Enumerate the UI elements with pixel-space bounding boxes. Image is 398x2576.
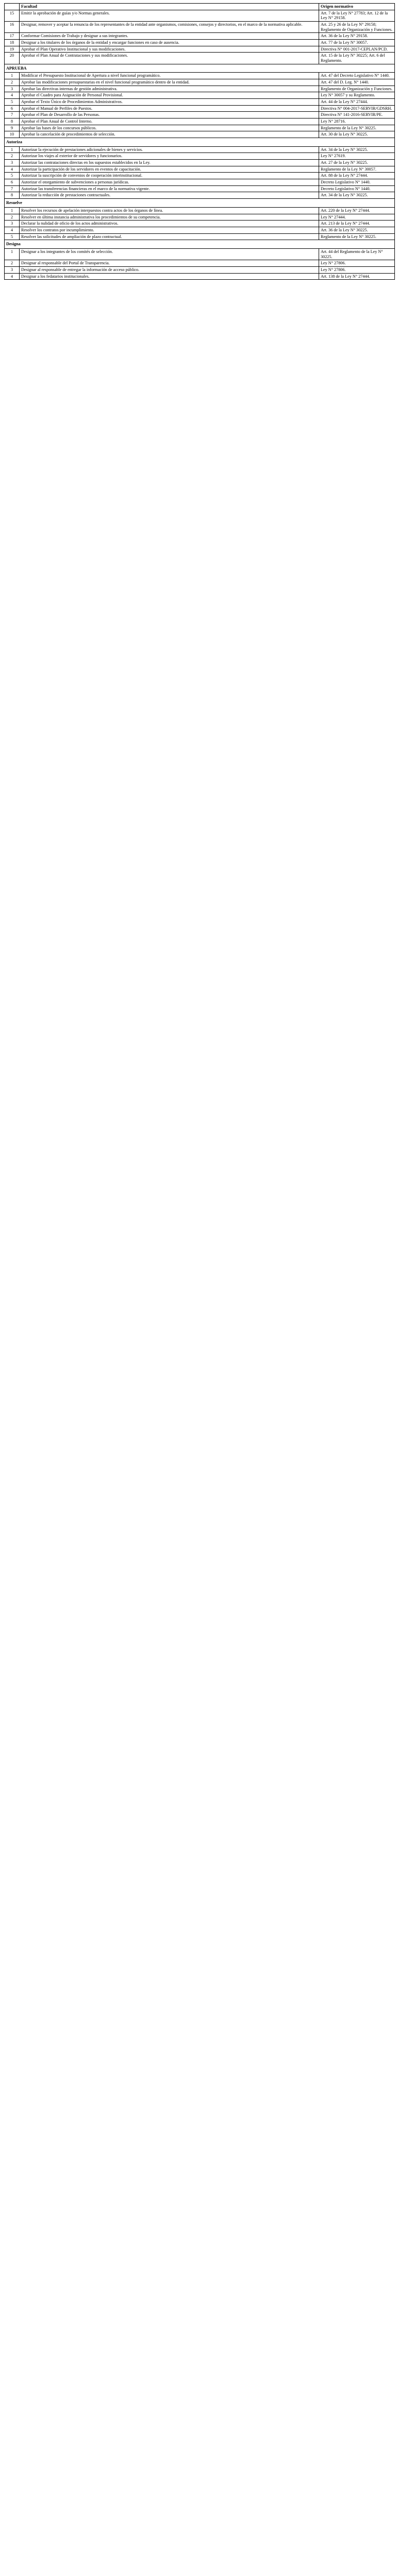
table-row	[5, 105, 395, 112]
header-number	[5, 4, 20, 10]
row-faculty: Autorizar la ejecución de prestaciones adicionales de bienes y servicios.	[20, 146, 319, 153]
row-faculty: Aprobar el Plan Anual de Contrataciones y sus modificaciones.	[20, 53, 319, 64]
row-norm: Decreto Legislativo N° 1440.	[319, 179, 395, 186]
row-number: 16	[5, 22, 20, 33]
row-faculty: Aprobar la cancelación de procedimientos de selección.	[20, 131, 319, 138]
row-number: 17	[5, 33, 20, 40]
section-row	[5, 240, 395, 249]
table-row	[5, 73, 395, 79]
table-row	[5, 125, 395, 131]
table-row	[5, 33, 395, 40]
row-faculty: Declarar la nulidad de oficio de los actos administrativos.	[20, 221, 319, 227]
row-norm: Art. 77 de la Ley N° 30057.	[319, 40, 395, 46]
header-norm: Origen normativo	[319, 4, 395, 10]
row-norm: Reglamento de la Ley N° 30225.	[319, 125, 395, 131]
row-number: 5	[5, 233, 20, 240]
row-norm: Art. 7 de la Ley N° 27783; Art. 12 de la Ley N° 29158.	[319, 10, 395, 21]
row-norm: Art. 213 de la Ley N° 27444.	[319, 221, 395, 227]
row-norm: Reglamento de Organización y Funciones.	[319, 86, 395, 92]
row-faculty: Resolver las solicitudes de ampliación de plazo contractual.	[20, 233, 319, 240]
row-number: 7	[5, 112, 20, 118]
row-faculty: Aprobar el Plan Anual de Control Interno.	[20, 118, 319, 125]
row-number: 2	[5, 214, 20, 221]
row-faculty: Designar al responsable del Portal de Transparencia.	[20, 260, 319, 267]
faculties-table	[4, 3, 395, 280]
row-number: 4	[5, 92, 20, 99]
row-number: 19	[5, 46, 20, 53]
table-row	[5, 214, 395, 221]
row-number: 8	[5, 192, 20, 199]
row-number: 1	[5, 207, 20, 214]
table-row	[5, 131, 395, 138]
table-row	[5, 40, 395, 46]
section-title: Resuelve	[5, 199, 395, 208]
row-norm: Art. 47 del Decreto Legislativo N° 1440.	[319, 73, 395, 79]
table-row	[5, 233, 395, 240]
row-norm: Art. 88 de la Ley N° 27444.	[319, 173, 395, 179]
row-norm: Art. 30 de la Ley N° 30225.	[319, 131, 395, 138]
row-number: 1	[5, 73, 20, 79]
row-number: 5	[5, 173, 20, 179]
row-norm: Art. 36 de la Ley N° 30225.	[319, 227, 395, 233]
row-faculty: Autorizar las contrataciones directas en los supuestos establecidos en la Ley.	[20, 160, 319, 166]
section-title: Designa	[5, 240, 395, 249]
row-number: 1	[5, 146, 20, 153]
row-norm: Directiva N° 004-2017-SERVIR/GDSRH.	[319, 105, 395, 112]
row-faculty: Aprobar el Texto Único de Procedimientos Administrativos.	[20, 99, 319, 106]
row-norm: Reglamento de la Ley N° 30225.	[319, 233, 395, 240]
table-row	[5, 112, 395, 118]
row-number: 2	[5, 79, 20, 86]
row-faculty: Conformar Comisiones de Trabajo y designar a sus integrantes.	[20, 33, 319, 40]
row-number: 9	[5, 125, 20, 131]
row-norm: Ley N° 30057 y su Reglamento.	[319, 92, 395, 99]
row-norm: Art. 15 de la Ley N° 30225; Art. 6 del Reglamento.	[319, 53, 395, 64]
row-number: 3	[5, 266, 20, 273]
row-number: 2	[5, 153, 20, 160]
row-norm: Ley N° 28716.	[319, 118, 395, 125]
row-faculty: Modificar el Presupuesto Institucional de Apertura a nivel funcional programático.	[20, 73, 319, 79]
table-row	[5, 92, 395, 99]
row-norm: Art. 47 del D. Leg. N° 1440.	[319, 79, 395, 86]
table-row	[5, 146, 395, 153]
row-number: 1	[5, 248, 20, 260]
row-norm: Art. 36 de la Ley N° 29158.	[319, 33, 395, 40]
table-row	[5, 153, 395, 160]
section-title: APRUEBA	[5, 64, 395, 73]
table-row	[5, 160, 395, 166]
row-faculty: Autorizar las transferencias financieras en el marco de la normativa vigente.	[20, 185, 319, 192]
row-number: 6	[5, 179, 20, 186]
table-row	[5, 207, 395, 214]
row-number: 2	[5, 260, 20, 267]
row-number: 4	[5, 227, 20, 233]
section-row	[5, 199, 395, 208]
row-norm: Ley N° 27806.	[319, 266, 395, 273]
row-faculty: Designar al responsable de entregar la información de acceso público.	[20, 266, 319, 273]
table-row	[5, 53, 395, 64]
row-norm: Art. 34 de la Ley N° 30225.	[319, 192, 395, 199]
row-norm: Art. 220 de la Ley N° 27444.	[319, 207, 395, 214]
section-row	[5, 64, 395, 73]
row-norm: Directiva N° 141-2016-SERVIR/PE.	[319, 112, 395, 118]
header-faculty: Facultad	[20, 4, 319, 10]
row-faculty: Emitir la aprobación de guías y/o Normas generales.	[20, 10, 319, 21]
table-row	[5, 185, 395, 192]
row-number: 5	[5, 99, 20, 106]
row-norm: Directiva N° 001-2017-CEPLAN/PCD.	[319, 46, 395, 53]
table-row	[5, 273, 395, 280]
row-number: 7	[5, 185, 20, 192]
table-row	[5, 22, 395, 33]
row-norm: Ley N° 27619.	[319, 153, 395, 160]
row-norm: Reglamento de la Ley N° 30057.	[319, 166, 395, 173]
row-faculty: Resolver en última instancia administrativa los procedimientos de su competencia.	[20, 214, 319, 221]
table-row	[5, 99, 395, 106]
row-faculty: Autorizar la participación de los servidores en eventos de capacitación.	[20, 166, 319, 173]
table-row	[5, 227, 395, 233]
row-faculty: Designar a los fedatarios institucionales.	[20, 273, 319, 280]
table-body	[5, 10, 395, 280]
row-number: 3	[5, 221, 20, 227]
row-faculty: Aprobar las bases de los concursos públicos.	[20, 125, 319, 131]
table-row	[5, 173, 395, 179]
row-faculty: Aprobar las directivas internas de gestión administrativa.	[20, 86, 319, 92]
row-faculty: Autorizar la suscripción de convenios de cooperación interinstitucional.	[20, 173, 319, 179]
table-row	[5, 46, 395, 53]
row-faculty: Designar, remover y aceptar la renuncia de los representantes de la entidad ante organismos, comisiones, consejos y directorios, en el marco de la normativa aplicable.	[20, 22, 319, 33]
row-norm: Decreto Legislativo N° 1440.	[319, 185, 395, 192]
row-faculty: Autorizar los viajes al exterior de servidores y funcionarios.	[20, 153, 319, 160]
row-norm: Art. 25 y 26 de la Ley N° 29158; Reglamento de Organización y Funciones.	[319, 22, 395, 33]
table-row	[5, 166, 395, 173]
row-number: 3	[5, 86, 20, 92]
row-faculty: Aprobar el Plan Operativo Institucional y sus modificaciones.	[20, 46, 319, 53]
row-number: 8	[5, 118, 20, 125]
row-faculty: Aprobar el Plan de Desarrollo de las Personas.	[20, 112, 319, 118]
row-number: 20	[5, 53, 20, 64]
section-row	[5, 138, 395, 147]
row-faculty: Autorizar la reducción de prestaciones contractuales.	[20, 192, 319, 199]
row-faculty: Resolver los recursos de apelación interpuestos contra actos de los órganos de línea.	[20, 207, 319, 214]
row-norm: Art. 34 de la Ley N° 30225.	[319, 146, 395, 153]
row-faculty: Aprobar el Cuadro para Asignación de Personal Provisional.	[20, 92, 319, 99]
table-row	[5, 179, 395, 186]
table-row	[5, 221, 395, 227]
row-norm: Ley N° 27444.	[319, 214, 395, 221]
row-number: 6	[5, 105, 20, 112]
table-header-row	[5, 4, 395, 10]
row-number: 10	[5, 131, 20, 138]
table-row	[5, 118, 395, 125]
row-number: 4	[5, 273, 20, 280]
row-faculty: Autorizar el otorgamiento de subvenciones a personas jurídicas.	[20, 179, 319, 186]
table-row	[5, 79, 395, 86]
row-faculty: Resolver los contratos por incumplimiento.	[20, 227, 319, 233]
table-row	[5, 86, 395, 92]
table-row	[5, 10, 395, 21]
row-norm: Art. 44 del Reglamento de la Ley N° 30225.	[319, 248, 395, 260]
row-number: 4	[5, 166, 20, 173]
table-row	[5, 248, 395, 260]
table-row	[5, 192, 395, 199]
table-row	[5, 266, 395, 273]
row-number: 15	[5, 10, 20, 21]
row-faculty: Designar a los integrantes de los comités de selección.	[20, 248, 319, 260]
row-faculty: Designar a los titulares de los órganos de la entidad y encargar funciones en caso de ausencia.	[20, 40, 319, 46]
row-faculty: Aprobar las modificaciones presupuestarias en el nivel funcional programático dentro de la entidad.	[20, 79, 319, 86]
row-norm: Art. 44 de la Ley N° 27444.	[319, 99, 395, 106]
table-row	[5, 260, 395, 267]
row-faculty: Aprobar el Manual de Perfiles de Puestos.	[20, 105, 319, 112]
row-number: 18	[5, 40, 20, 46]
row-norm: Art. 27 de la Ley N° 30225.	[319, 160, 395, 166]
row-norm: Art. 138 de la Ley N° 27444.	[319, 273, 395, 280]
section-title: Autoriza	[5, 138, 395, 147]
row-number: 3	[5, 160, 20, 166]
row-norm: Ley N° 27806.	[319, 260, 395, 267]
